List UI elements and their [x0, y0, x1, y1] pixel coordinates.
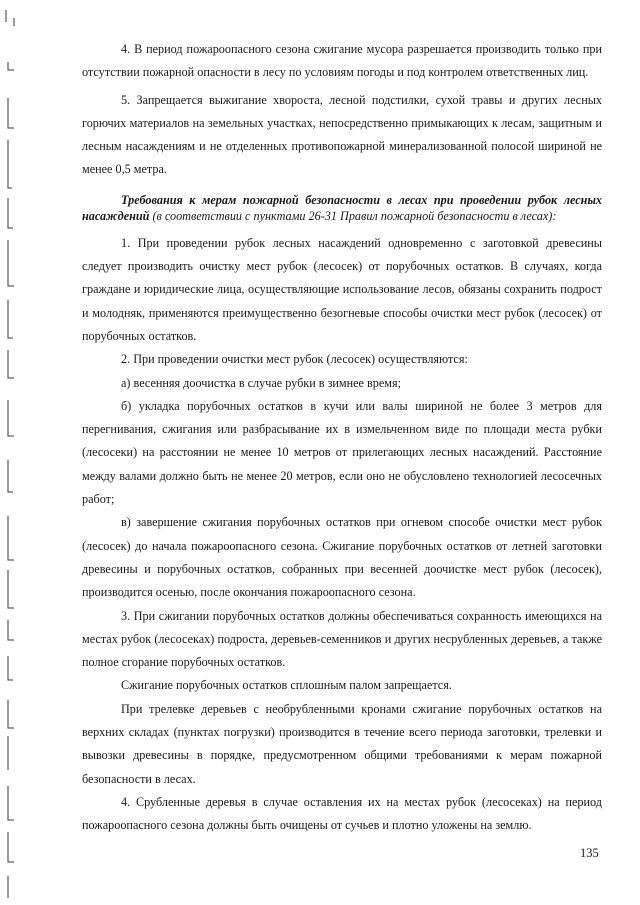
section-paragraph-4: 4. Срубленные деревья в случае оставления их на местах рубок (лесосеках) на период пожароопасного сезона должны быть очищены от сучьев и плотно уложены на землю.: [82, 794, 602, 833]
paragraph-4-top: 4. В период пожароопасного сезона сжигание мусора разрешается производить только при отсутствии пожарной опасности в лесу по условиям погоды и под контролем ответственных лиц.: [82, 42, 602, 80]
section-item-b: б) укладка порубочных остатков в кучи или валы шириной не более 3 метров для перегнивания, сжигания или разбрасывание их в измельченном виде по площади места рубки (лесосеки) на расстоянии не менее 10 метров от прилегающих лесных насаждений. Расстояние между валами должно быть не менее 20 метров, если оно не обусловлено технологией лесосечных работ;: [82, 398, 602, 507]
section-paragraph-trelevka: При трелевке деревьев с необрубленными кронами сжигание порубочных остатков на верхних складах (пунктах погрузки) производится в течение всего периода заготовки, трелевки и вывозки древесины в порядке, предусмотренном общими требованиями к мерам пожарной безопасности в лесах.: [82, 701, 602, 786]
section-paragraph-1: 1. При проведении рубок лесных насаждений одновременно с заготовкой древесины следует производить очистку мест рубок (лесосек) от порубочных остатков. В случаях, когда граждане и юридические лица, осуществляющие использование лесов, обязаны сохранить подрост и молодняк, применяются преимущественно безогневые способы очистки мест рубок (лесосек) от порубочных остатков.: [82, 235, 602, 343]
section-heading-reference: (в соответствии с пунктами 26-31 Правил пожарной безопасности в лесах):: [149, 208, 557, 223]
paragraph-5-top: 5. Запрещается выжигание хвороста, лесной подстилки, сухой травы и других лесных горючих материалов на земельных участках, непосредственно примыкающих к лесам, защитным и лесным насаждениям и не отделенных противопожарной минерализованной полосой шириной не менее 0,5 метра.: [82, 92, 602, 177]
section-paragraph-3: 3. При сжигании порубочных остатков должны обеспечиваться сохранность имеющихся на местах рубок (лесосеках) подроста, деревьев-семенников и других несрубленных деревьев, а также полное сгорание порубочных остатков.: [82, 608, 602, 670]
section-paragraph-2: 2. При проведении очистки мест рубок (лесосек) осуществляются:: [121, 352, 468, 367]
document-body: [82, 38, 602, 838]
section-item-a: а) весенняя доочистка в случае рубки в зимнее время;: [121, 375, 401, 390]
page-number: 135: [580, 846, 599, 860]
section-heading: [82, 192, 602, 224]
section-paragraph-pal: Сжигание порубочных остатков сплошным палом запрещается.: [121, 678, 452, 693]
section-heading-title: Требования к мерам пожарной безопасности в лесах при проведении рубок лесных насаждений: [82, 192, 602, 223]
section-item-v: в) завершение сжигания порубочных остатков при огневом способе очистки мест рубок (лесосек) до начала пожароопасного сезона. Сжигание порубочных остатков от летней заготовки древесины и порубочных остатков, собранных при весенней доочистке мест рубок (лесосек), производится осенью, после окончания пожароопасного сезона.: [82, 515, 602, 600]
binding-edge-marks: [0, 0, 40, 905]
